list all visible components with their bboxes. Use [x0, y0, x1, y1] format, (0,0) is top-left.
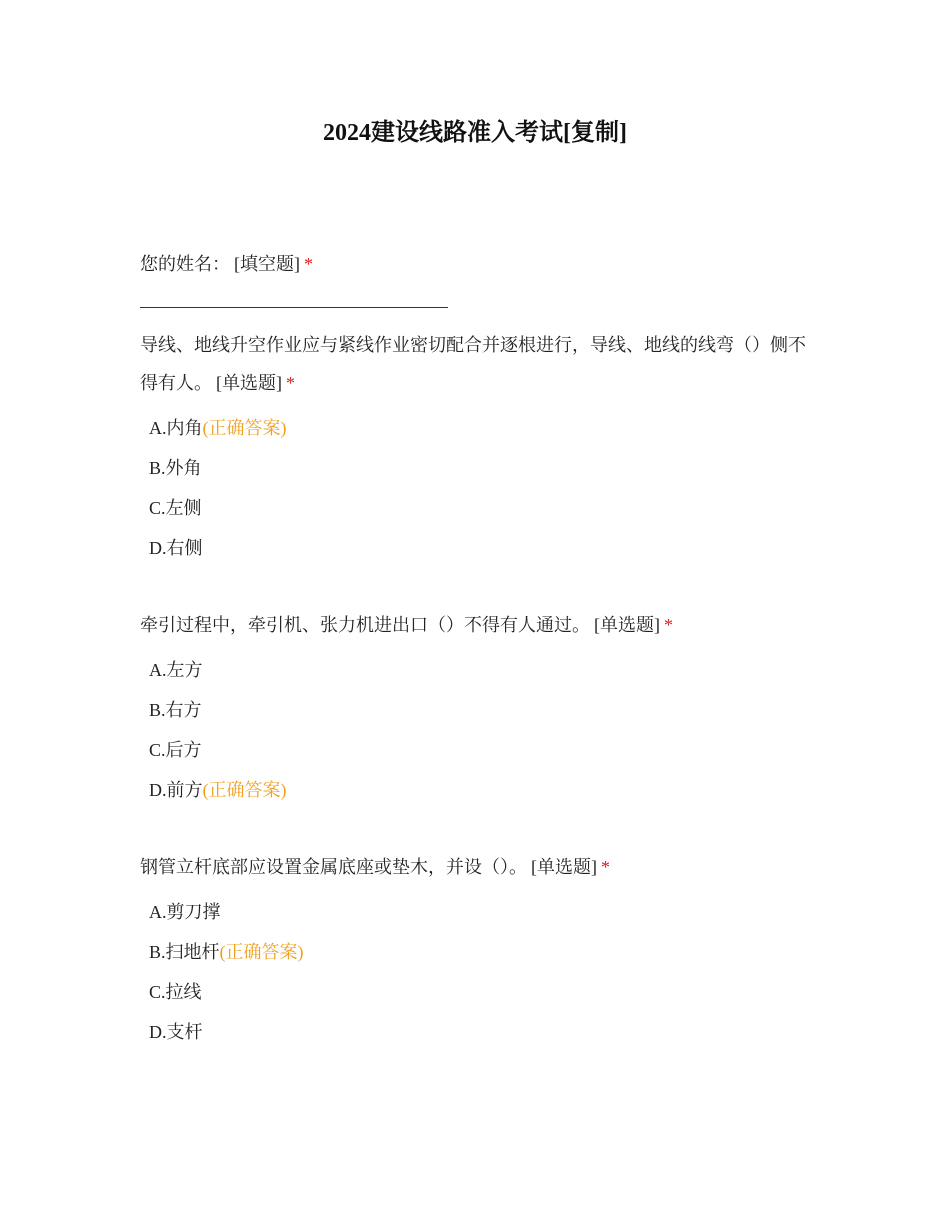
question-text	[140, 606, 820, 644]
question-text	[140, 848, 820, 886]
option-label: B.外角	[149, 458, 202, 478]
option-d[interactable]	[140, 1012, 820, 1052]
option-label: D.右侧	[149, 538, 203, 558]
option-a[interactable]	[140, 892, 820, 932]
option-label: A.剪刀撑	[149, 902, 221, 922]
option-list	[140, 650, 820, 810]
option-label: A.左方	[149, 660, 203, 680]
name-answer-field[interactable]	[140, 307, 448, 308]
option-c[interactable]	[140, 972, 820, 1012]
option-label: D.支杆	[149, 1022, 203, 1042]
option-label: B.扫地杆	[149, 942, 220, 962]
option-label: C.左侧	[149, 498, 202, 518]
question-type: [填空题]	[234, 254, 300, 274]
required-mark: *	[601, 857, 610, 877]
option-label: B.右方	[149, 700, 202, 720]
required-mark: *	[304, 254, 313, 274]
question-text	[140, 245, 820, 283]
correct-answer-tag: (正确答案)	[219, 942, 304, 962]
option-c[interactable]	[140, 488, 820, 528]
question-type: [单选题]	[531, 857, 597, 877]
option-label: A.内角	[149, 418, 203, 438]
option-c[interactable]	[140, 730, 820, 770]
question-type: [单选题]	[594, 615, 660, 635]
required-mark: *	[286, 373, 295, 393]
option-b[interactable]	[140, 932, 820, 972]
page-title: 2024建设线路准入考试[复制]	[323, 120, 627, 146]
option-label: C.后方	[149, 740, 202, 760]
question-label: 钢管立杆底部应设置金属底座或垫木，并设（）。	[140, 857, 527, 877]
option-d[interactable]	[140, 770, 820, 810]
option-b[interactable]	[140, 448, 820, 488]
option-b[interactable]	[140, 690, 820, 730]
question-label: 您的姓名：	[140, 254, 230, 274]
question-2	[140, 326, 820, 568]
option-a[interactable]	[140, 408, 820, 448]
option-d[interactable]	[140, 528, 820, 568]
option-list	[140, 408, 820, 568]
question-3	[140, 606, 820, 810]
option-label: C.拉线	[149, 982, 202, 1002]
question-label: 导线、地线升空作业应与紧线作业密切配合并逐根进行，导线、地线的线弯（）侧不得有人。	[140, 335, 806, 393]
question-type: [单选题]	[216, 373, 282, 393]
option-label: D.前方	[149, 780, 203, 800]
question-name	[140, 245, 820, 308]
question-text	[140, 326, 820, 402]
correct-answer-tag: (正确答案)	[202, 418, 287, 438]
correct-answer-tag: (正确答案)	[202, 780, 287, 800]
question-4	[140, 848, 820, 1052]
option-a[interactable]	[140, 650, 820, 690]
option-list	[140, 892, 820, 1052]
question-label: 牵引过程中，牵引机、张力机进出口（）不得有人通过。	[140, 615, 590, 635]
required-mark: *	[664, 615, 673, 635]
